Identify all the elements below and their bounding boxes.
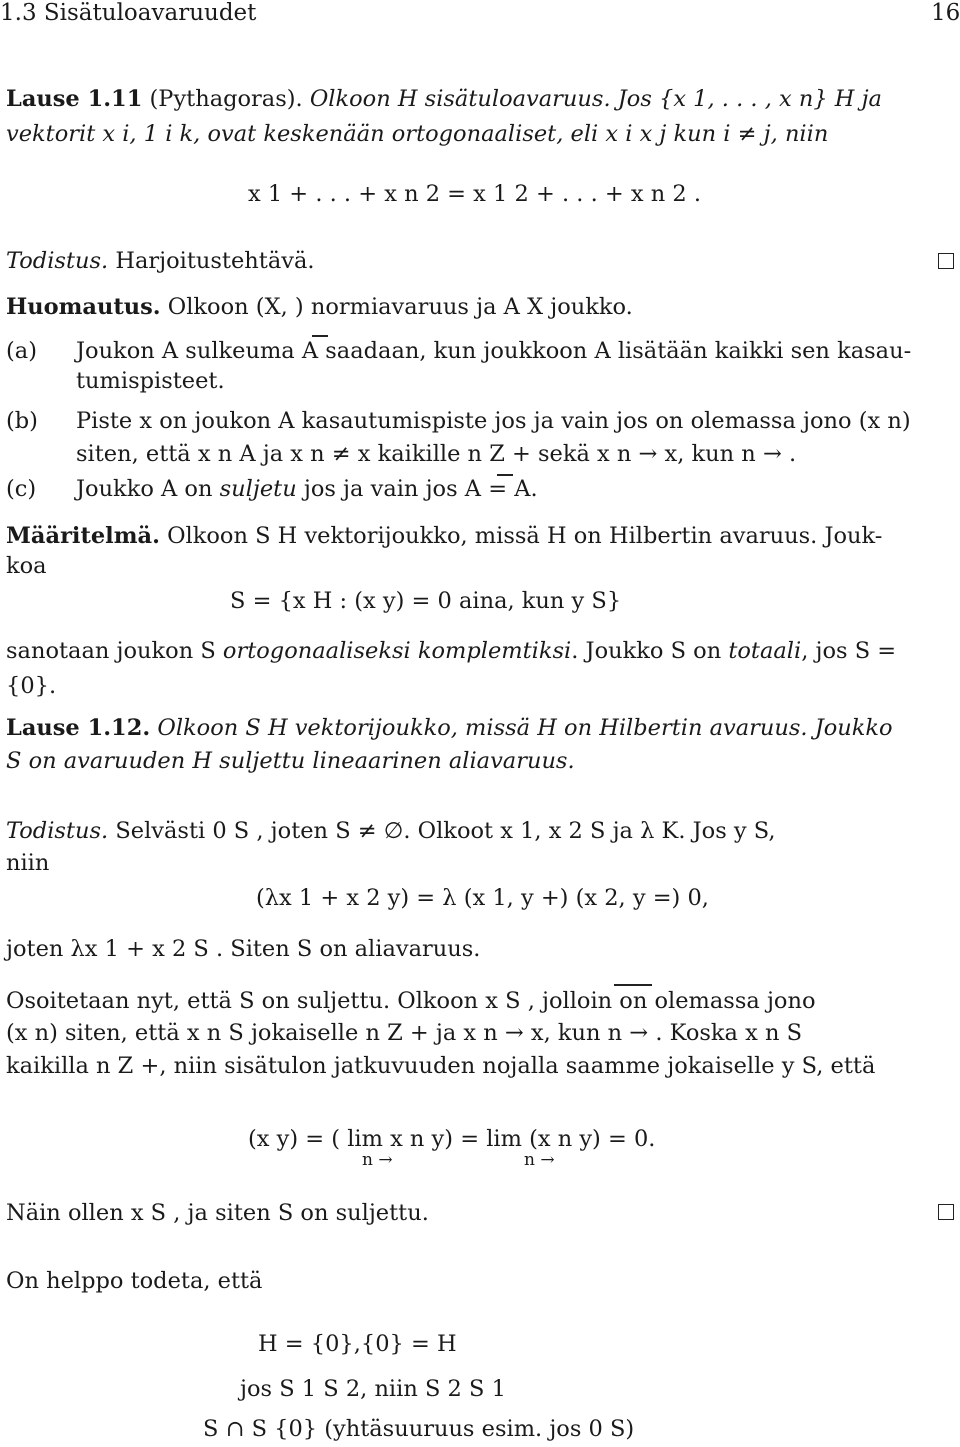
item-b-label: (b) [6,408,38,434]
item-a-label: (a) [6,338,37,364]
item-b-line-2: siten, että x n A ja x n ≠ x kaikille n Z + sekä x n → x, kun n → . [76,441,797,467]
lause-1-12-line-2: S on avaruuden H suljettu lineaarinen aliavaruus. [6,748,575,774]
item-a-line-1: Joukon A sulkeuma A saadaan, kun joukkoon A lisätään kaikki sen kasau- [76,338,912,364]
maaritelma-line-1 [6,525,882,548]
proof-1-text: Harjoitustehtävä. [115,248,315,274]
item-a-line-2: tumispisteet. [76,368,225,394]
closing-intro: On helppo todeta, että [6,1268,263,1294]
item-c-pre: Joukko A on [76,476,220,502]
item-c-label: (c) [6,476,37,502]
closing-formula-3: S ∩ S {0} (yhtäsuuruus esim. jos 0 S) [203,1416,635,1442]
item-c-italic: suljetu [219,476,297,502]
maaritelma-line-2: koa [6,553,47,579]
proof-2-line-6: kaikilla n Z +, niin sisätulon jatkuvuuden nojalla saamme jokaiselle y S, että [6,1053,876,1079]
item-c-post: jos ja vain jos A = A. [296,476,538,502]
proof-1-line [6,250,315,273]
closing-formula-1: H = {0},{0} = H [258,1331,457,1357]
lause-1-11-line-1 [6,88,882,111]
maaritelma-l3-pre: sanotaan joukon S [6,638,223,664]
maaritelma-l3-post: , jos S = [801,638,897,664]
proof-2-line-5: (x n) siten, että x n S jokaiselle n Z + ja x n → x, kun n → . Koska x n S [6,1020,803,1046]
qed-square-1 [938,253,954,269]
linearity-formula: (λx 1 + x 2 y) = λ (x 1, y +) (x 2, y =) 0, [256,885,709,911]
maaritelma-l3-term2: totaali [728,638,802,664]
lause-1-12-text: Olkoon S H vektorijoukko, missä H on Hilbertin avaruus. Joukko [157,715,893,741]
qed-square-2 [938,1204,954,1220]
huomautus-line [6,296,633,319]
proof-2-text: Selvästi 0 S , joten S ≠ ∅. Olkoot x 1, x 2 S ja λ K. Jos y S, [115,818,776,844]
item-b-line-1: Piste x on joukon A kasautumispiste jos ja vain jos on olemassa jono (x n) [76,408,911,434]
running-header-section: 1.3 Sisätuloavaruudet [0,0,257,26]
proof-1-label: Todistus. [6,248,109,274]
continuity-formula: (x y) = ( lim x n y) = lim (x n y) = 0. [248,1126,656,1152]
huomautus-label: Huomautus. [6,294,161,320]
proof-2-line-3: joten λx 1 + x 2 S . Siten S on aliavaruus. [6,936,481,962]
maaritelma-l3-term: ortogonaaliseksi komplemtiksi [222,638,572,664]
maaritelma-line-3 [6,640,896,663]
item-c-line [76,478,538,501]
limit-subscript-1: n → [362,1150,393,1170]
lause-1-11-label: Lause 1.11 [6,86,143,112]
page-number: 16 [931,0,960,26]
maaritelma-text: Olkoon S H vektorijoukko, missä H on Hilbertin avaruus. Jouk- [167,523,883,549]
pythagoras-formula: x 1 + . . . + x n 2 = x 1 2 + . . . + x n 2 . [248,181,701,207]
maaritelma-l3-mid: . Joukko S on [571,638,729,664]
proof-2-label: Todistus. [6,818,109,844]
lause-1-12-line-1 [6,717,893,740]
maaritelma-label: Määritelmä. [6,523,160,549]
closure-bar [312,335,328,337]
closing-formula-2: jos S 1 S 2, niin S 2 S 1 [240,1376,506,1402]
closure-bar-c [497,474,513,476]
closure-bar-s-perp [614,984,652,986]
lause-1-11-statement-start: Olkoon H sisätuloavaruus. Jos {x 1, . . . , x n} H ja [309,86,882,112]
huomautus-text: Olkoon (X, ) normiavaruus ja A X joukko. [167,294,633,320]
maaritelma-line-4: {0}. [6,673,57,699]
proof-2-line-1 [6,820,776,843]
proof-2-line-4: Osoitetaan nyt, että S on suljettu. Olkoon x S , jolloin on olemassa jono [6,988,816,1014]
lause-1-12-label: Lause 1.12. [6,715,151,741]
lause-1-11-line-2: vektorit x i, 1 i k, ovat keskenään ortogonaaliset, eli x i x j kun i ≠ j, niin [6,121,829,147]
proof-2-line-2: niin [6,850,50,876]
proof-2-line-7: Näin ollen x S , ja siten S on suljettu. [6,1200,429,1226]
orthogonal-complement-formula: S = {x H : (x y) = 0 aina, kun y S} [230,588,622,614]
limit-subscript-2: n → [524,1150,555,1170]
lause-1-11-paren: (Pythagoras). [149,86,303,112]
